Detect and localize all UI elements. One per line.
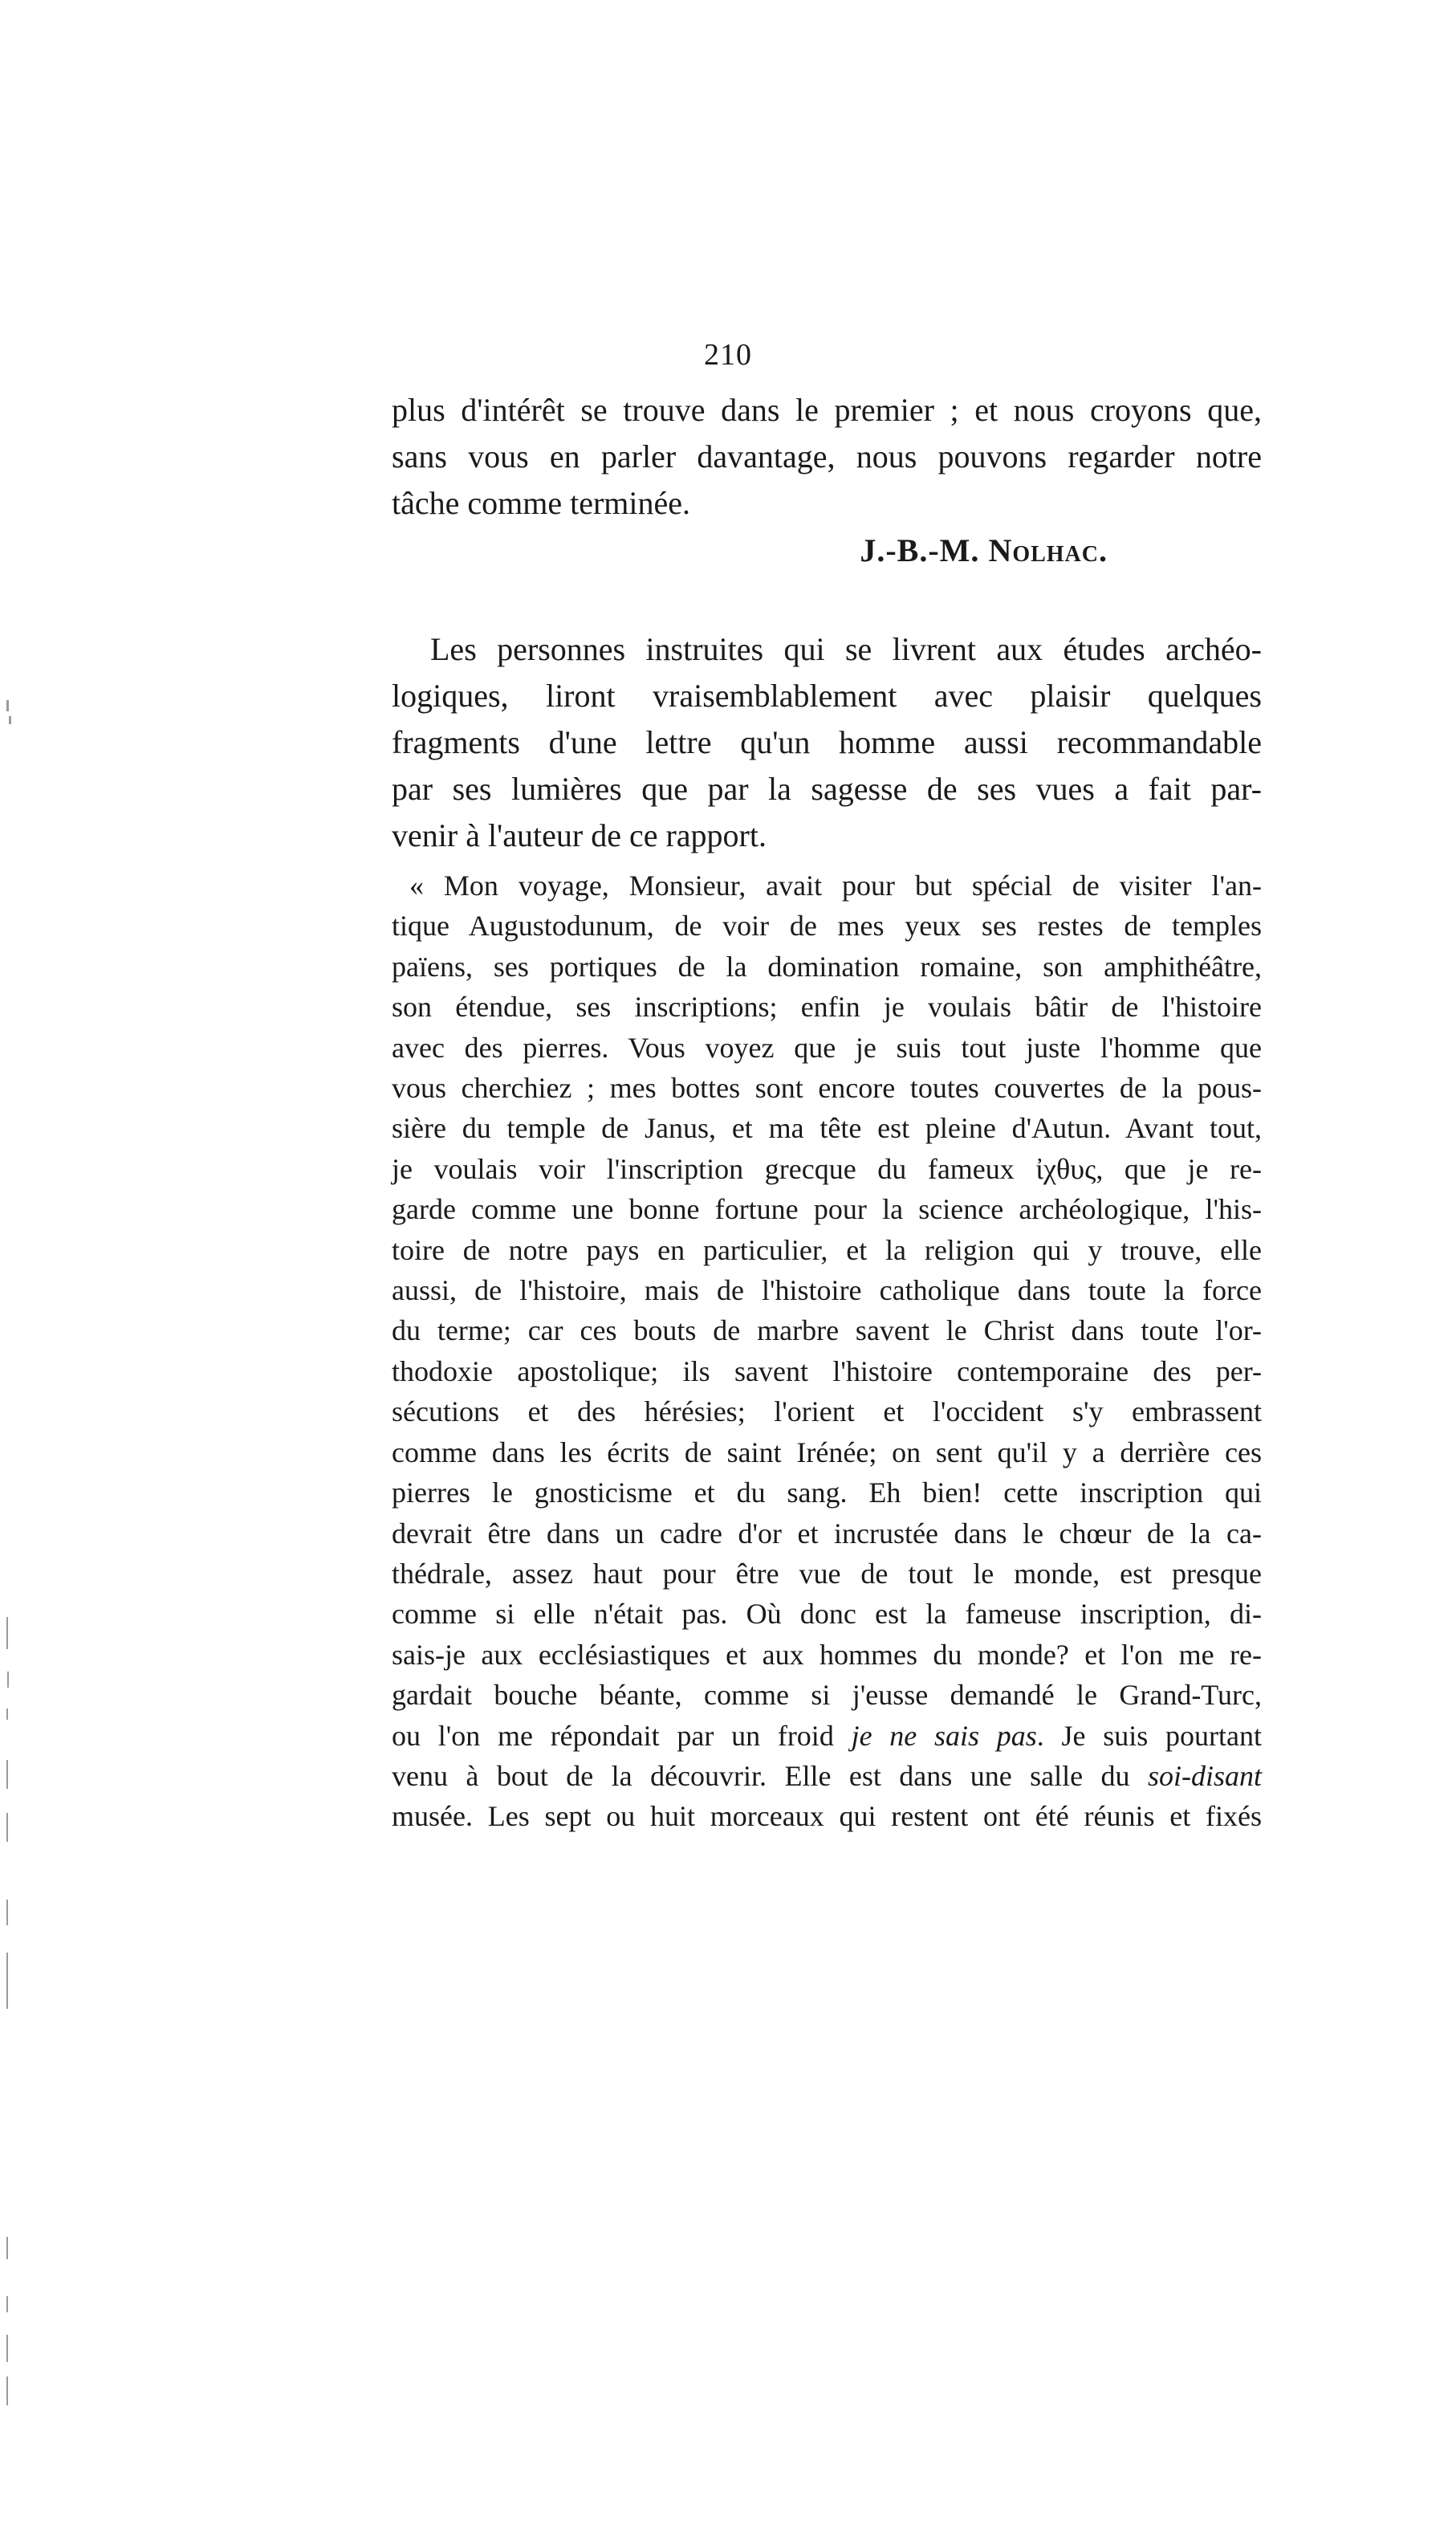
paragraph-line: fragments d'une lettre qu'un homme aussi recommandable <box>392 724 1262 760</box>
quote-text: venu à bout de la découvrir. Elle est dans une salle du <box>392 1759 1148 1792</box>
quote-line: avec des pierres. Vous voyez que je suis tout juste l'homme que <box>392 1031 1262 1064</box>
quote-line: musée. Les sept ou huit morceaux qui restent ont été réunis et fixés <box>392 1800 1262 1833</box>
quote-line: gardait bouche béante, comme si j'eusse demandé le Grand-Turc, <box>392 1679 1262 1712</box>
scan-artifact <box>9 716 11 724</box>
quote-line: sière du temple de Janus, et ma tête est pleine d'Autun. Avant tout, <box>392 1112 1262 1145</box>
quote-line: garde comme une bonne fortune pour la science archéologique, l'his- <box>392 1193 1262 1226</box>
author-signature <box>0 531 1108 569</box>
quote-line <box>392 1756 1262 1796</box>
paragraph-line: tâche comme terminée. <box>392 485 691 521</box>
letter-quotation <box>392 865 1262 1837</box>
quote-line: devrait être dans un cadre d'or et incrustée dans le chœur de la ca- <box>392 1517 1262 1550</box>
scan-artifact <box>6 700 9 711</box>
quote-line: thodoxie apostolique; ils savent l'histoire contemporaine des per- <box>392 1354 1262 1387</box>
paragraph-line: par ses lumières que par la sagesse de ses vues a fait par- <box>392 771 1262 807</box>
quote-line <box>392 1716 1262 1756</box>
quote-line: aussi, de l'histoire, mais de l'histoire catholique dans toute la force <box>392 1274 1262 1307</box>
quote-line: du terme; car ces bouts de marbre savent le Christ dans toute l'or- <box>392 1314 1262 1347</box>
closing-paragraph <box>392 387 1262 527</box>
quote-line: païens, ses portiques de la domination romaine, son amphithéâtre, <box>392 950 1262 983</box>
scan-artifact <box>6 1953 8 2009</box>
paragraph-line: plus d'intérêt se trouve dans le premier ; et nous croyons que, <box>392 392 1262 428</box>
quote-line: thédrale, assez haut pour être vue de tout le monde, est presque <box>392 1557 1262 1590</box>
signature-initials: J.-B.-M. <box>860 532 980 568</box>
scan-artifact <box>6 1708 8 1720</box>
quote-line: toire de notre pays en particulier, et la religion qui y trouve, elle <box>392 1233 1262 1266</box>
quote-line: tique Augustodunum, de voir de mes yeux ses restes de temples <box>392 910 1262 943</box>
intro-paragraph <box>392 626 1262 859</box>
scan-artifact <box>6 2296 8 2312</box>
scan-artifact <box>7 1672 9 1688</box>
scan-artifact <box>6 1617 8 1649</box>
quote-line: « Mon voyage, Monsieur, avait pour but spécial de visiter l'an- <box>409 870 1262 902</box>
italic-phrase: je ne sais pas <box>851 1719 1037 1752</box>
paragraph-line: sans vous en parler davantage, nous pouvons regarder notre <box>392 438 1262 474</box>
quote-line: vous cherchiez ; mes bottes sont encore toutes couvertes de la pous- <box>392 1072 1262 1105</box>
quote-text: ou l'on me répondait par un froid <box>392 1719 852 1752</box>
italic-phrase: soi-disant <box>1147 1759 1262 1792</box>
scan-artifact <box>6 2335 8 2362</box>
scan-artifact <box>6 1900 8 1925</box>
quote-line: je voulais voir l'inscription grecque du fameux ἰχθυς, que je re- <box>392 1152 1262 1185</box>
quote-text: . Je suis pourtant <box>1036 1719 1262 1752</box>
scan-artifact <box>6 2376 8 2405</box>
quote-line: comme si elle n'était pas. Où donc est la fameuse inscription, di- <box>392 1598 1262 1631</box>
quote-line: comme dans les écrits de saint Irénée; on sent qu'il y a derrière ces <box>392 1436 1262 1468</box>
quote-line: pierres le gnosticisme et du sang. Eh bien! cette inscription qui <box>392 1476 1262 1509</box>
scan-artifact <box>6 2237 8 2259</box>
paragraph-line: logiques, liront vraisemblablement avec plaisir quelques <box>392 678 1262 714</box>
paragraph-line: venir à l'auteur de ce rapport. <box>392 817 767 853</box>
signature-surname: Nolhac. <box>988 532 1108 568</box>
quote-line: sais-je aux ecclésiastiques et aux hommes du monde? et l'on me re- <box>392 1638 1262 1671</box>
scan-artifact <box>6 1813 8 1842</box>
page-number: 210 <box>704 338 752 372</box>
quote-line: sécutions et des hérésies; l'orient et l'occident s'y embrassent <box>392 1395 1262 1428</box>
paragraph-line: Les personnes instruites qui se livrent aux études archéo- <box>430 631 1262 667</box>
scan-artifact <box>6 1760 8 1789</box>
quote-line: son étendue, ses inscriptions; enfin je voulais bâtir de l'histoire <box>392 991 1262 1024</box>
